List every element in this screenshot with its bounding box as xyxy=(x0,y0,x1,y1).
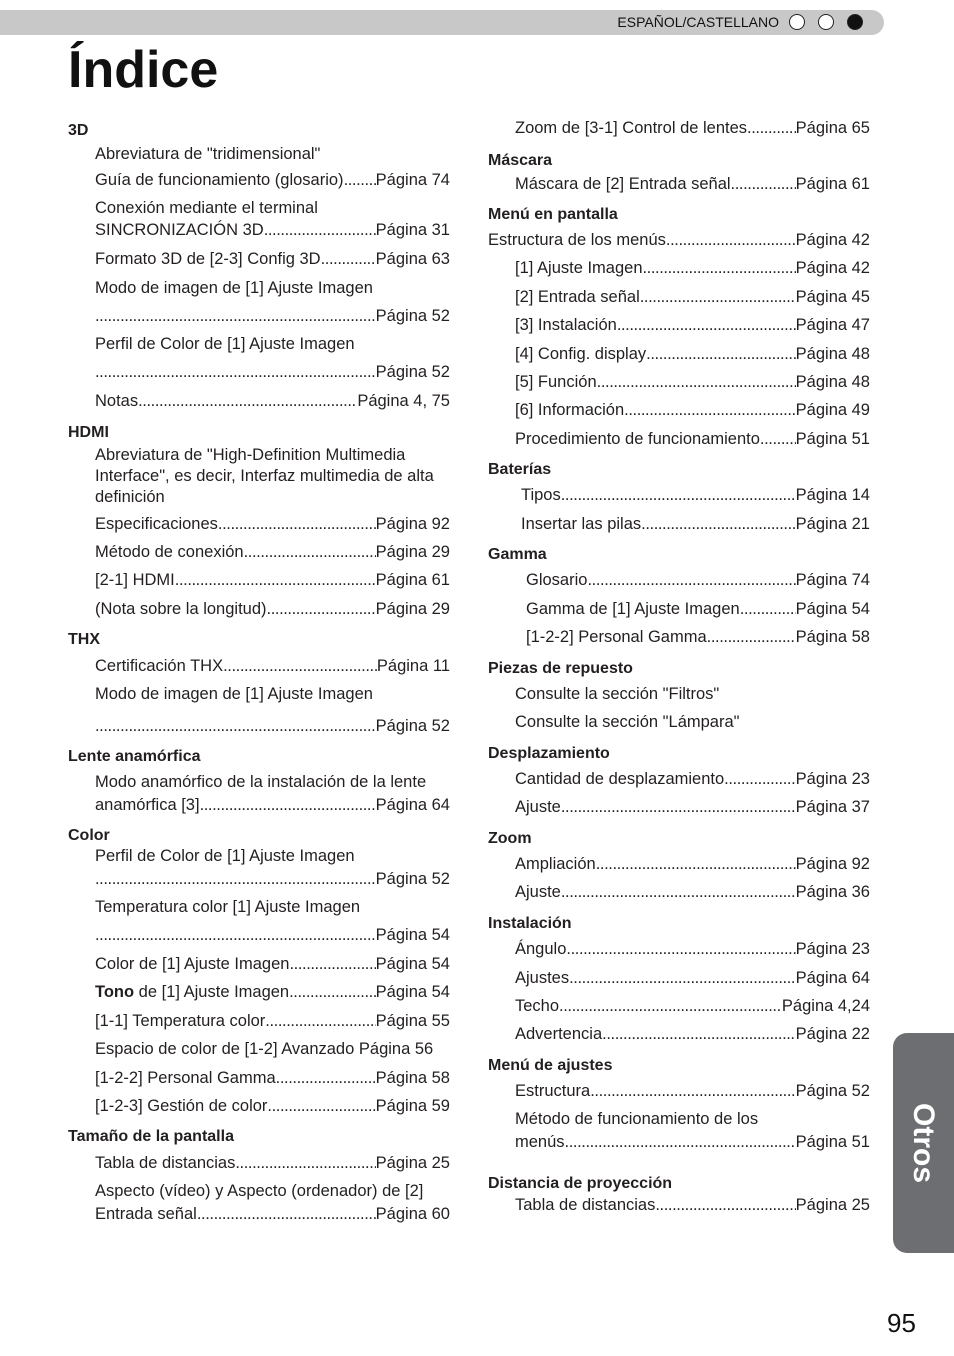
page-number: 95 xyxy=(887,1308,916,1338)
index-entry: Ajuste ..... Página 36 xyxy=(488,882,870,911)
index-entry: Abreviatura de "High-Definition Multimedia Interface", es decir, Interfaz multimedia de alta definición xyxy=(95,446,434,506)
page-title: Índice xyxy=(68,41,219,99)
index-entry: [1] Ajuste Imagen ..... Página 42 xyxy=(488,258,870,287)
index-heading: Máscara xyxy=(488,152,553,169)
index-entry: Tabla de distancias ..... Página 25 xyxy=(488,1195,870,1223)
index-heading: THX xyxy=(68,631,100,648)
index-entry: SINCRONIZACIÓN 3D ..... Página 31 xyxy=(68,220,450,249)
index-entry: [2-1] HDMI ..... Página 61 xyxy=(68,570,450,599)
index-heading: Color xyxy=(68,827,110,844)
index-entry: Método de conexión ..... Página 29 xyxy=(68,542,450,570)
index-entry: ..... Página 52 xyxy=(68,869,450,897)
index-entry: Ajuste ..... Página 37 xyxy=(488,797,870,826)
index-heading: 3D xyxy=(68,122,89,139)
index-entry: Método de funcionamiento de los xyxy=(515,1110,759,1128)
index-heading: Menú en pantalla xyxy=(488,206,618,223)
index-heading: Tamaño de la pantalla xyxy=(68,1128,234,1145)
section-tab-otros xyxy=(893,1033,954,1253)
index-entry: menús ..... Página 51 xyxy=(488,1132,870,1174)
index-entry: Ajustes ..... Página 64 xyxy=(488,968,870,996)
index-heading: Desplazamiento xyxy=(488,745,610,762)
index-entry: (Nota sobre la longitud) ..... Página 29 xyxy=(68,599,450,627)
index-entry: [3] Instalación ..... Página 47 xyxy=(488,315,870,344)
index-entry: Estructura de los menús ..... Página 42 xyxy=(488,230,870,258)
index-heading: HDMI xyxy=(68,424,109,441)
index-entry: Ampliación ..... Página 92 xyxy=(488,854,870,882)
index-entry: Certificación THX ..... Página 11 xyxy=(68,656,450,684)
index-entry: Gamma de [1] Ajuste Imagen ..... Página 54 xyxy=(488,599,870,627)
index-entry: Modo de imagen de [1] Ajuste Imagen xyxy=(95,685,373,703)
index-heading: Baterías xyxy=(488,461,552,478)
index-entry: Procedimiento de funcionamiento ..... Página 51 xyxy=(488,429,870,457)
index-heading: Distancia de proyección xyxy=(488,1175,673,1192)
index-entry: ..... Página 52 xyxy=(68,716,450,744)
index-entry: [6] Información ..... Página 49 xyxy=(488,400,870,429)
index-entry: Modo de imagen de [1] Ajuste Imagen xyxy=(95,279,373,297)
index-entry: Espacio de color de [1-2] Avanzado Página 56 xyxy=(95,1040,434,1058)
index-entry: Entrada señal ..... Página 60 xyxy=(68,1204,450,1232)
index-entry: Advertencia ..... Página 22 xyxy=(488,1024,870,1053)
index-column-left xyxy=(68,118,450,1232)
index-entry: [2] Entrada señal ..... Página 45 xyxy=(488,287,870,315)
index-entry: Estructura ..... Página 52 xyxy=(488,1081,870,1109)
index-entry: Tabla de distancias ..... Página 25 xyxy=(68,1153,450,1181)
index-entry: [1-2-2] Personal Gamma ..... Página 58 xyxy=(68,1068,450,1096)
index-entry: Cantidad de desplazamiento ..... Página 23 xyxy=(488,769,870,797)
index-entry: ..... Página 52 xyxy=(68,362,450,391)
index-entry: Guía de funcionamiento (glosario) ..... Página 74 xyxy=(68,170,450,198)
section-tab-label: Otros xyxy=(907,1102,940,1184)
language-label: ESPAÑOL/CASTELLANO xyxy=(617,14,779,30)
index-heading: Lente anamórfica xyxy=(68,748,201,765)
index-entry: Insertar las pilas ..... Página 21 xyxy=(488,514,870,542)
index-entry: [1-1] Temperatura color ..... Página 55 xyxy=(68,1011,450,1039)
index-entry: [1-2-2] Personal Gamma ..... Página 58 xyxy=(488,627,870,656)
index-entry: Perfil de Color de [1] Ajuste Imagen xyxy=(95,847,355,865)
index-entry: Ángulo ..... Página 23 xyxy=(488,939,870,968)
index-heading: Instalación xyxy=(488,915,572,932)
index-entry: anamórfica [3] ..... Página 64 xyxy=(68,795,450,823)
index-entry: Perfil de Color de [1] Ajuste Imagen xyxy=(95,335,355,353)
index-entry: Color de [1] Ajuste Imagen ..... Página 54 xyxy=(68,954,450,982)
index-entry: [4] Config. display ..... Página 48 xyxy=(488,344,870,372)
index-entry: Abreviatura de "tridimensional" xyxy=(95,145,321,163)
empty-circle-icon xyxy=(789,14,805,30)
index-heading: Gamma xyxy=(488,546,547,563)
index-column-right xyxy=(488,118,870,1223)
index-heading: Menú de ajustes xyxy=(488,1057,613,1074)
index-entry: Consulte la sección "Lámpara" xyxy=(515,713,740,731)
index-entry: Especificaciones ..... Página 92 xyxy=(68,514,450,542)
empty-circle-icon xyxy=(818,14,834,30)
index-entry: Máscara de [2] Entrada señal ..... Página 61 xyxy=(488,174,870,202)
index-entry: Zoom de [3-1] Control de lentes ..... Página 65 xyxy=(488,118,870,148)
index-entry: Aspecto (vídeo) y Aspecto (ordenador) de [2] xyxy=(95,1182,424,1200)
index-entry: Conexión mediante el terminal xyxy=(95,199,318,217)
index-heading: Zoom xyxy=(488,830,532,847)
filled-circle-icon xyxy=(847,14,863,30)
index-entry: Temperatura color [1] Ajuste Imagen xyxy=(95,898,361,916)
index-entry: Consulte la sección "Filtros" xyxy=(515,685,720,703)
index-entry: Tono de [1] Ajuste Imagen ..... Página 54 xyxy=(68,982,450,1011)
index-entry: Glosario ..... Página 74 xyxy=(488,570,870,599)
index-entry: Notas ..... Página 4, 75 xyxy=(68,391,450,422)
index-entry: [1-2-3] Gestión de color ..... Página 59 xyxy=(68,1096,450,1124)
index-entry: Formato 3D de [2-3] Config 3D ..... Página 63 xyxy=(68,249,450,278)
index-entry: Tipos ..... Página 14 xyxy=(488,485,870,514)
index-entry: Modo anamórfico de la instalación de la lente xyxy=(95,773,427,791)
index-entry: ..... Página 52 xyxy=(68,306,450,334)
index-heading: Piezas de repuesto xyxy=(488,660,633,677)
language-bar xyxy=(0,10,884,35)
index-entry: ..... Página 54 xyxy=(68,925,450,954)
index-entry: [5] Función ..... Página 48 xyxy=(488,372,870,400)
index-entry: Techo ..... Página 4,24 xyxy=(488,996,870,1024)
